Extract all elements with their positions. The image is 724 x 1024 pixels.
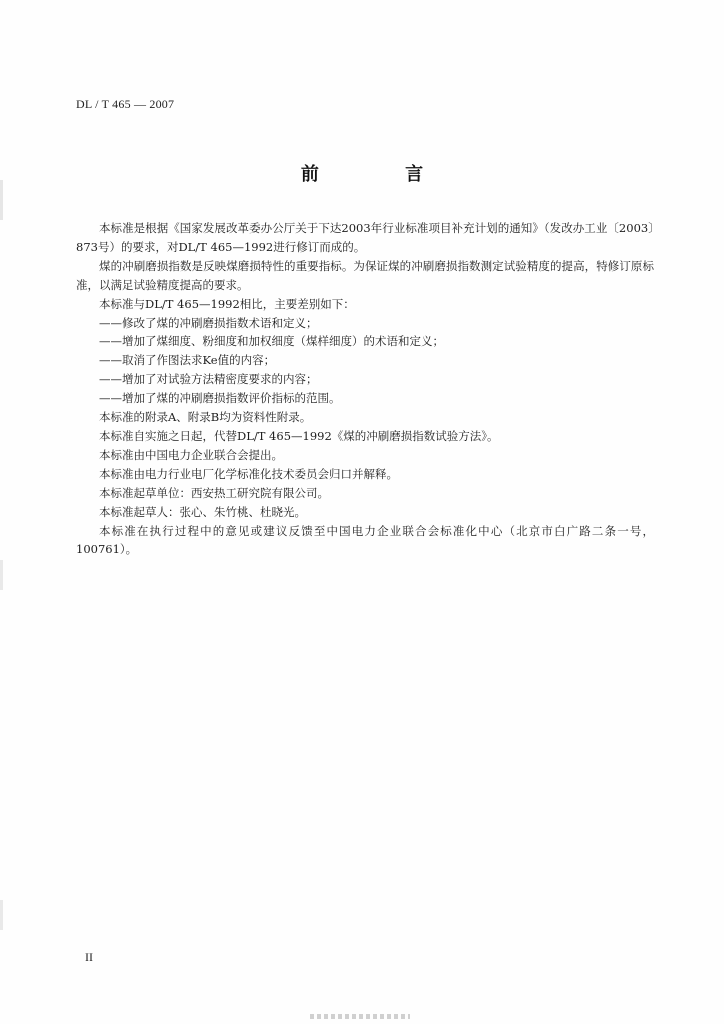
foreword-body bbox=[76, 219, 654, 559]
paragraph-drafters: 本标准起草人：张心、朱竹桃、杜晓光。 bbox=[99, 504, 306, 519]
scan-margin-mark bbox=[0, 900, 3, 930]
paragraph-interpretation: 本标准由电力行业电厂化学标准化技术委员会归口并解释。 bbox=[99, 466, 398, 481]
paragraph-replacement: 本标准自实施之日起，代替DL/T 465—1992《煤的冲刷磨损指数试验方法》。 bbox=[99, 428, 499, 443]
paragraph-appendix: 本标准的附录A、附录B均为资料性附录。 bbox=[99, 410, 312, 425]
scan-margin-mark bbox=[0, 180, 3, 220]
page-title: 前 言 bbox=[300, 164, 464, 185]
paragraph-differences-intro: 本标准与DL/T 465—1992相比，主要差别如下： bbox=[99, 296, 355, 311]
standard-code-header: DL / T 465 — 2007 bbox=[76, 97, 175, 111]
scan-stamp-mark bbox=[310, 1014, 410, 1019]
paragraph-drafting-unit: 本标准起草单位：西安热工研究院有限公司。 bbox=[99, 485, 329, 500]
paragraph-purpose: 煤的冲刷磨损指数是反映煤磨损特性的重要指标。为保证煤的冲刷磨损指数测定试验精度的提高，特修订原标准，以满足试验精度提高的要求。 bbox=[76, 258, 654, 292]
scan-margin-mark bbox=[0, 560, 3, 590]
list-item-change: ——增加了煤细度、粉细度和加权细度（煤样细度）的术语和定义； bbox=[99, 334, 444, 349]
list-item-change: ——增加了对试验方法精密度要求的内容； bbox=[99, 372, 318, 387]
list-item-change: ——修改了煤的冲刷磨损指数术语和定义； bbox=[99, 315, 318, 330]
paragraph-proposer: 本标准由中国电力企业联合会提出。 bbox=[99, 447, 283, 462]
list-item-change: ——增加了煤的冲刷磨损指数评价指标的范围。 bbox=[99, 391, 341, 406]
page-number: II bbox=[85, 950, 93, 964]
list-item-change: ——取消了作图法求Ke值的内容； bbox=[99, 353, 276, 368]
paragraph-basis: 本标准是根据《国家发展改革委办公厅关于下达2003年行业标准项目补充计划的通知》（发改办工业〔2003〕873号）的要求，对DL/T 465—1992进行修订而成的。 bbox=[76, 221, 654, 254]
paragraph-feedback: 本标准在执行过程中的意见或建议反馈至中国电力企业联合会标准化中心（北京市白广路二条一号，100761）。 bbox=[76, 523, 654, 557]
